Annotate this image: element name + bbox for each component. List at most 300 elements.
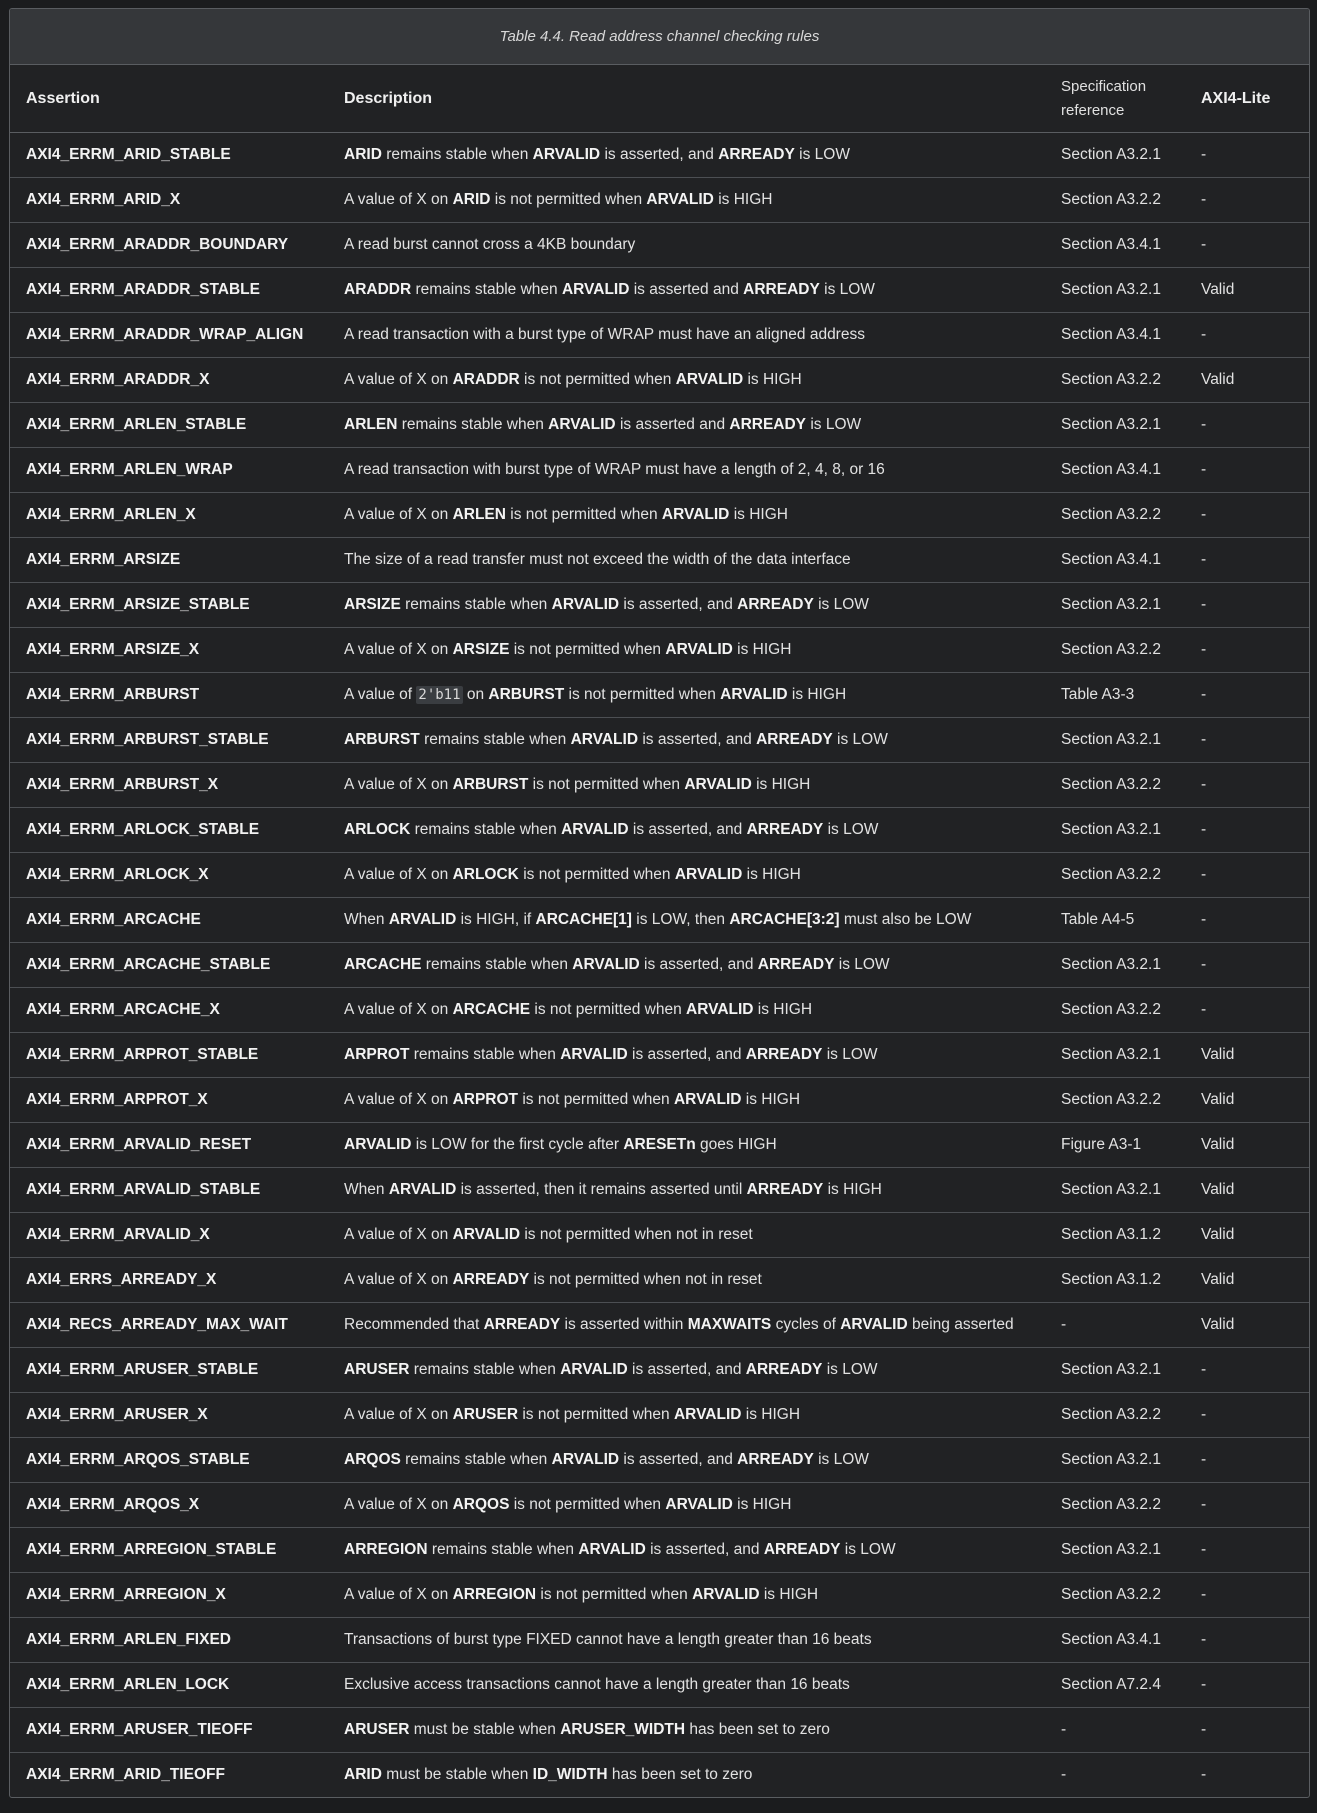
- description-cell: [326, 313, 1059, 358]
- assertion-cell: AXI4_ERRM_ARUSER_X: [10, 1393, 326, 1438]
- signal-name: ARREADY: [763, 1541, 841, 1558]
- description-text: When: [344, 1181, 389, 1198]
- table-row: [10, 1438, 1309, 1483]
- description-text: is asserted within: [560, 1316, 688, 1333]
- description-cell: [326, 1303, 1059, 1348]
- spec-reference-cell: -: [1059, 1303, 1199, 1348]
- signal-name: ARVALID: [684, 776, 752, 793]
- assertion-cell: AXI4_ERRM_ARVALID_RESET: [10, 1123, 326, 1168]
- description-cell: [326, 1618, 1059, 1663]
- table-row: [10, 1303, 1309, 1348]
- description-text: must be stable when: [409, 1721, 561, 1738]
- signal-name: ARVALID: [673, 1091, 742, 1108]
- signal-name: ARADDR: [344, 281, 412, 298]
- signal-name: ID_WIDTH: [532, 1766, 608, 1783]
- description-text: remains stable when: [410, 821, 562, 838]
- axi4-lite-cell: -: [1199, 763, 1309, 808]
- assertion-cell: AXI4_ERRM_ARLOCK_X: [10, 853, 326, 898]
- signal-name: ARVALID: [572, 956, 640, 973]
- description-text: has been set to zero: [607, 1766, 753, 1783]
- assertion-cell: AXI4_ERRM_ARSIZE: [10, 538, 326, 583]
- assertion-cell: AXI4_ERRM_ARUSER_STABLE: [10, 1348, 326, 1393]
- description-text: is asserted and: [615, 416, 730, 433]
- spec-reference-cell: Section A3.1.2: [1059, 1258, 1199, 1303]
- assertion-cell: AXI4_ERRM_ARID_X: [10, 178, 326, 223]
- signal-name: ARREADY: [746, 1181, 824, 1198]
- description-text: is HIGH: [732, 641, 792, 658]
- table-row: [10, 538, 1309, 583]
- signal-name: ARVALID: [560, 1046, 628, 1063]
- assertion-cell: AXI4_ERRM_ARLEN_STABLE: [10, 403, 326, 448]
- signal-name: ARID: [344, 1766, 382, 1783]
- axi4-lite-cell: -: [1199, 1348, 1309, 1393]
- signal-name: ARQOS: [344, 1451, 401, 1468]
- description-cell: [326, 1663, 1059, 1708]
- description-cell: [326, 763, 1059, 808]
- signal-name: ARVALID: [674, 866, 743, 883]
- description-cell: [326, 1573, 1059, 1618]
- axi4-lite-cell: Valid: [1199, 1258, 1309, 1303]
- signal-name: ARID: [344, 146, 382, 163]
- table-row: [10, 898, 1309, 943]
- axi4-lite-cell: -: [1199, 1483, 1309, 1528]
- description-text: is LOW: [822, 1361, 878, 1378]
- axi4-lite-cell: -: [1199, 583, 1309, 628]
- assertion-cell: AXI4_ERRM_ARUSER_TIEOFF: [10, 1708, 326, 1753]
- description-text: is HIGH: [753, 1001, 813, 1018]
- description-text: is HIGH: [743, 371, 802, 388]
- spec-reference-cell: Section A3.2.1: [1059, 583, 1199, 628]
- signal-name: ARLOCK: [452, 866, 519, 883]
- description-text: A value of X on: [344, 776, 453, 793]
- spec-reference-cell: Section A3.2.2: [1059, 853, 1199, 898]
- signal-name: ARADDR: [452, 371, 520, 388]
- axi4-lite-cell: -: [1199, 853, 1309, 898]
- description-text: remains stable when: [409, 1361, 561, 1378]
- spec-reference-cell: Section A3.2.2: [1059, 358, 1199, 403]
- assertion-cell: AXI4_ERRM_ARBURST_X: [10, 763, 326, 808]
- table-row: [10, 988, 1309, 1033]
- assertion-cell: AXI4_ERRM_ARPROT_STABLE: [10, 1033, 326, 1078]
- description-cell: [326, 1123, 1059, 1168]
- description-text: is asserted, and: [638, 731, 757, 748]
- signal-name: ARVALID: [561, 281, 630, 298]
- table-row: [10, 493, 1309, 538]
- description-text: Exclusive access transactions cannot have a length greater than 16 beats: [344, 1676, 850, 1693]
- description-cell: [326, 1528, 1059, 1573]
- table-row: [10, 1168, 1309, 1213]
- table-row: [10, 673, 1309, 718]
- signal-name: ARVALID: [561, 821, 629, 838]
- axi4-lite-cell: Valid: [1199, 358, 1309, 403]
- signal-name: ARREGION: [452, 1586, 537, 1603]
- description-text: is asserted, and: [600, 146, 719, 163]
- description-text: A value of X on: [344, 1226, 453, 1243]
- description-text: is asserted, and: [639, 956, 758, 973]
- assertion-cell: AXI4_ERRS_ARREADY_X: [10, 1258, 326, 1303]
- description-cell: [326, 583, 1059, 628]
- checking-rules-table: [9, 8, 1310, 1798]
- description-text: is HIGH: [787, 686, 847, 703]
- description-text: Transactions of burst type FIXED cannot have a length greater than 16 beats: [344, 1631, 872, 1648]
- signal-name: ARVALID: [673, 1406, 742, 1423]
- description-text: is asserted, and: [619, 1451, 738, 1468]
- description-text: is not permitted when: [536, 1586, 693, 1603]
- description-text: When: [344, 911, 389, 928]
- table-row: [10, 628, 1309, 673]
- description-text: is asserted, and: [627, 1046, 746, 1063]
- signal-name: ARSIZE: [344, 596, 401, 613]
- spec-reference-cell: Section A3.2.1: [1059, 1528, 1199, 1573]
- description-text: must also be LOW: [839, 911, 972, 928]
- signal-name: ARVALID: [548, 416, 616, 433]
- header-spec-reference: Specification reference: [1059, 65, 1199, 133]
- signal-name: ARLEN: [344, 416, 398, 433]
- table-row: [10, 1708, 1309, 1753]
- description-text: is LOW: [819, 281, 875, 298]
- table-row: [10, 718, 1309, 763]
- assertion-cell: AXI4_ERRM_ARCACHE_X: [10, 988, 326, 1033]
- table-header: [10, 65, 1309, 133]
- signal-name: ARREADY: [729, 416, 807, 433]
- assertion-cell: AXI4_ERRM_ARREGION_STABLE: [10, 1528, 326, 1573]
- signal-name: ARREADY: [737, 596, 814, 613]
- description-cell: [326, 988, 1059, 1033]
- assertion-cell: AXI4_ERRM_ARLOCK_STABLE: [10, 808, 326, 853]
- signal-name: ARVALID: [665, 1496, 733, 1513]
- signal-name: ARLEN: [452, 506, 506, 523]
- description-text: A value of X on: [344, 191, 453, 208]
- spec-reference-cell: Section A3.2.2: [1059, 1483, 1199, 1528]
- spec-reference-cell: Section A3.2.1: [1059, 403, 1199, 448]
- axi4-lite-cell: Valid: [1199, 1033, 1309, 1078]
- table-row: [10, 943, 1309, 988]
- signal-name: ARREADY: [756, 731, 833, 748]
- axi4-lite-cell: -: [1199, 1438, 1309, 1483]
- description-text: A read transaction with burst type of WRAP must have a length of 2, 4, 8, or 16: [344, 461, 885, 478]
- description-cell: [326, 223, 1059, 268]
- description-cell: [326, 898, 1059, 943]
- signal-name: ARREADY: [746, 821, 824, 838]
- description-text: A value of X on: [344, 1271, 453, 1288]
- spec-reference-cell: Section A3.2.2: [1059, 1393, 1199, 1438]
- spec-reference-cell: Section A3.2.1: [1059, 1033, 1199, 1078]
- table-row: [10, 1078, 1309, 1123]
- table-row: [10, 178, 1309, 223]
- axi4-lite-cell: -: [1199, 943, 1309, 988]
- description-cell: [326, 538, 1059, 583]
- axi4-lite-cell: -: [1199, 1528, 1309, 1573]
- header-row: [10, 65, 1309, 133]
- signal-name: ARCACHE: [344, 956, 422, 973]
- assertion-cell: AXI4_ERRM_ARQOS_X: [10, 1483, 326, 1528]
- description-text: is not permitted when: [530, 1001, 687, 1018]
- signal-name: ARVALID: [686, 1001, 754, 1018]
- description-text: is HIGH: [823, 1181, 882, 1198]
- signal-name: ARREADY: [483, 1316, 561, 1333]
- axi4-lite-cell: -: [1199, 1663, 1309, 1708]
- description-cell: [326, 1258, 1059, 1303]
- description-cell: [326, 1438, 1059, 1483]
- axi4-lite-cell: -: [1199, 898, 1309, 943]
- description-text: is not permitted when: [509, 1496, 666, 1513]
- axi4-lite-cell: -: [1199, 808, 1309, 853]
- description-text: must be stable when: [381, 1766, 533, 1783]
- description-text: is not permitted when: [518, 866, 675, 883]
- table-row: [10, 1483, 1309, 1528]
- axi4-lite-cell: -: [1199, 448, 1309, 493]
- assertion-cell: AXI4_ERRM_ARADDR_STABLE: [10, 268, 326, 313]
- description-text: cycles of: [771, 1316, 841, 1333]
- table-row: [10, 448, 1309, 493]
- spec-reference-cell: Section A3.4.1: [1059, 223, 1199, 268]
- description-text: is not permitted when: [509, 641, 666, 658]
- description-text: is HIGH: [751, 776, 811, 793]
- table-row: [10, 853, 1309, 898]
- description-text: is LOW: [822, 1046, 878, 1063]
- assertion-cell: AXI4_ERRM_ARSIZE_STABLE: [10, 583, 326, 628]
- description-text: Recommended that: [344, 1316, 484, 1333]
- description-text: is LOW: [813, 596, 869, 613]
- description-text: is not permitted when: [505, 506, 662, 523]
- axi4-lite-cell: -: [1199, 1708, 1309, 1753]
- description-text: remains stable when: [400, 1451, 552, 1468]
- description-text: remains stable when: [381, 146, 533, 163]
- axi4-lite-cell: -: [1199, 223, 1309, 268]
- signal-name: ARVALID: [692, 1586, 760, 1603]
- description-text: A value of X on: [344, 1406, 453, 1423]
- signal-name: ARREADY: [757, 956, 835, 973]
- spec-reference-cell: Section A3.2.1: [1059, 718, 1199, 763]
- description-text: A value of: [344, 686, 417, 703]
- spec-reference-cell: Section A3.2.2: [1059, 763, 1199, 808]
- signal-name: ARVALID: [570, 731, 639, 748]
- assertion-cell: AXI4_ERRM_ARID_STABLE: [10, 133, 326, 178]
- description-cell: [326, 403, 1059, 448]
- description-cell: [326, 178, 1059, 223]
- spec-reference-cell: Section A7.2.4: [1059, 1663, 1199, 1708]
- description-text: is HIGH: [759, 1586, 819, 1603]
- spec-reference-cell: Section A3.2.2: [1059, 1078, 1199, 1123]
- description-text: A read burst cannot cross a 4KB boundary: [344, 236, 636, 253]
- description-cell: [326, 853, 1059, 898]
- description-cell: [326, 358, 1059, 403]
- description-text: is LOW: [834, 956, 890, 973]
- spec-reference-cell: Section A3.2.2: [1059, 988, 1199, 1033]
- description-text: A value of X on: [344, 866, 453, 883]
- spec-reference-cell: -: [1059, 1708, 1199, 1753]
- description-text: is HIGH: [732, 1496, 792, 1513]
- signal-name: ARBURST: [452, 776, 529, 793]
- spec-reference-cell: Section A3.4.1: [1059, 448, 1199, 493]
- table-row: [10, 133, 1309, 178]
- description-cell: [326, 268, 1059, 313]
- signal-name: ARLOCK: [344, 821, 411, 838]
- signal-name: ARVALID: [840, 1316, 908, 1333]
- code-literal: 2'b11: [418, 687, 461, 703]
- assertion-cell: AXI4_RECS_ARREADY_MAX_WAIT: [10, 1303, 326, 1348]
- description-text: is LOW: [806, 416, 862, 433]
- spec-reference-cell: Section A3.1.2: [1059, 1213, 1199, 1258]
- axi4-lite-cell: -: [1199, 313, 1309, 358]
- signal-name: ARUSER: [344, 1721, 410, 1738]
- description-cell: [326, 1753, 1059, 1798]
- spec-reference-cell: Section A3.2.1: [1059, 268, 1199, 313]
- description-text: is HIGH, if: [456, 911, 536, 928]
- spec-reference-cell: Section A3.2.1: [1059, 133, 1199, 178]
- signal-name: ARPROT: [452, 1091, 519, 1108]
- description-text: is asserted, then it remains asserted until: [456, 1181, 747, 1198]
- description-cell: [326, 493, 1059, 538]
- axi4-lite-cell: -: [1199, 178, 1309, 223]
- signal-name: ARUSER: [344, 1361, 410, 1378]
- table-body: [10, 133, 1309, 1798]
- signal-name: ARVALID: [388, 911, 457, 928]
- spec-reference-cell: Section A3.2.1: [1059, 1438, 1199, 1483]
- description-cell: [326, 718, 1059, 763]
- spec-reference-cell: Section A3.2.2: [1059, 1573, 1199, 1618]
- description-text: A read transaction with a burst type of WRAP must have an aligned address: [344, 326, 865, 343]
- description-text: is asserted and: [629, 281, 744, 298]
- signal-name: ARREADY: [745, 1046, 823, 1063]
- description-text: remains stable when: [419, 731, 571, 748]
- assertion-cell: AXI4_ERRM_ARCACHE: [10, 898, 326, 943]
- table-row: [10, 583, 1309, 628]
- description-text: is not permitted when: [528, 776, 685, 793]
- signal-name: ARCACHE[1]: [535, 911, 632, 928]
- description-text: is not permitted when: [518, 1091, 674, 1108]
- signal-name: ARID: [452, 191, 491, 208]
- description-cell: [326, 448, 1059, 493]
- table-row: [10, 1123, 1309, 1168]
- description-cell: [326, 628, 1059, 673]
- spec-reference-cell: Section A3.2.1: [1059, 808, 1199, 853]
- axi4-lite-cell: -: [1199, 1393, 1309, 1438]
- axi4-lite-cell: Valid: [1199, 1078, 1309, 1123]
- table-row: [10, 1528, 1309, 1573]
- description-text: is LOW: [840, 1541, 896, 1558]
- description-text: being asserted: [907, 1316, 1014, 1333]
- table-row: [10, 268, 1309, 313]
- signal-name: ARVALID: [560, 1361, 628, 1378]
- description-text: is not permitted when not in reset: [520, 1226, 753, 1243]
- description-text: remains stable when: [421, 956, 573, 973]
- spec-reference-cell: Section A3.2.1: [1059, 1348, 1199, 1393]
- signal-name: ARVALID: [551, 596, 620, 613]
- description-text: goes HIGH: [695, 1136, 777, 1153]
- description-text: is HIGH: [741, 1091, 801, 1108]
- axi4-lite-cell: -: [1199, 1753, 1309, 1798]
- description-text: remains stable when: [409, 1046, 561, 1063]
- description-text: remains stable when: [397, 416, 549, 433]
- assertion-cell: AXI4_ERRM_ARADDR_WRAP_ALIGN: [10, 313, 326, 358]
- assertion-cell: AXI4_ERRM_ARVALID_X: [10, 1213, 326, 1258]
- table-row: [10, 1663, 1309, 1708]
- description-text: is asserted, and: [627, 1361, 746, 1378]
- header-axi4-lite: AXI4-Lite: [1199, 65, 1309, 133]
- axi4-lite-cell: Valid: [1199, 1168, 1309, 1213]
- description-text: is asserted, and: [619, 596, 738, 613]
- assertion-cell: AXI4_ERRM_ARQOS_STABLE: [10, 1438, 326, 1483]
- spec-reference-cell: Section A3.4.1: [1059, 1618, 1199, 1663]
- signal-name: ARUSER: [452, 1406, 519, 1423]
- signal-name: ARBURST: [344, 731, 420, 748]
- signal-name: ARREADY: [718, 146, 795, 163]
- description-text: is asserted, and: [645, 1541, 764, 1558]
- signal-name: ARVALID: [661, 506, 730, 523]
- description-text: is HIGH: [742, 866, 801, 883]
- signal-name: ARVALID: [578, 1541, 646, 1558]
- assertion-cell: AXI4_ERRM_ARLEN_WRAP: [10, 448, 326, 493]
- signal-name: ARVALID: [675, 371, 744, 388]
- header-description: Description: [326, 65, 1059, 133]
- description-text: is LOW: [823, 821, 879, 838]
- assertion-cell: AXI4_ERRM_ARID_TIEOFF: [10, 1753, 326, 1798]
- axi4-lite-cell: Valid: [1199, 268, 1309, 313]
- table-row: [10, 1573, 1309, 1618]
- assertion-cell: AXI4_ERRM_ARADDR_X: [10, 358, 326, 403]
- signal-name: ARESETn: [623, 1136, 696, 1153]
- signal-name: ARREADY: [745, 1361, 823, 1378]
- description-text: A value of X on: [344, 506, 453, 523]
- description-cell: [326, 1078, 1059, 1123]
- table-row: [10, 808, 1309, 853]
- description-text: is not permitted when: [518, 1406, 674, 1423]
- axi4-lite-cell: -: [1199, 1573, 1309, 1618]
- description-text: is not permitted when: [564, 686, 721, 703]
- description-text: is HIGH: [713, 191, 773, 208]
- spec-reference-cell: Section A3.2.1: [1059, 1168, 1199, 1213]
- table-row: [10, 763, 1309, 808]
- description-text: has been set to zero: [685, 1721, 830, 1738]
- axi4-lite-cell: -: [1199, 628, 1309, 673]
- assertion-cell: AXI4_ERRM_ARBURST_STABLE: [10, 718, 326, 763]
- axi4-lite-cell: -: [1199, 718, 1309, 763]
- signal-name: ARREADY: [452, 1271, 530, 1288]
- signal-name: ARUSER_WIDTH: [560, 1721, 686, 1738]
- signal-name: ARPROT: [344, 1046, 410, 1063]
- table-row: [10, 1393, 1309, 1438]
- description-cell: [326, 1483, 1059, 1528]
- spec-reference-cell: Table A3-3: [1059, 673, 1199, 718]
- table-row: [10, 1618, 1309, 1663]
- description-text: is not permitted when: [490, 191, 647, 208]
- axi4-lite-cell: Valid: [1199, 1123, 1309, 1168]
- description-cell: [326, 1708, 1059, 1753]
- table-row: [10, 403, 1309, 448]
- signal-name: ARREADY: [737, 1451, 814, 1468]
- description-cell: [326, 1213, 1059, 1258]
- description-text: is asserted, and: [628, 821, 747, 838]
- signal-name: ARREADY: [743, 281, 820, 298]
- description-text: is LOW: [832, 731, 888, 748]
- signal-name: ARSIZE: [452, 641, 510, 658]
- rules-table: [10, 65, 1309, 1797]
- assertion-cell: AXI4_ERRM_ARLEN_X: [10, 493, 326, 538]
- signal-name: ARVALID: [344, 1136, 412, 1153]
- description-text: remains stable when: [411, 281, 562, 298]
- description-text: A value of X on: [344, 1496, 453, 1513]
- description-text: A value of X on: [344, 641, 453, 658]
- description-cell: [326, 133, 1059, 178]
- description-text: The size of a read transfer must not exceed the width of the data interface: [344, 551, 851, 568]
- assertion-cell: AXI4_ERRM_ARSIZE_X: [10, 628, 326, 673]
- description-cell: [326, 673, 1059, 718]
- signal-name: MAXWAITS: [687, 1316, 772, 1333]
- description-text: on: [462, 686, 489, 703]
- assertion-cell: AXI4_ERRM_ARCACHE_STABLE: [10, 943, 326, 988]
- assertion-cell: AXI4_ERRM_ARLEN_LOCK: [10, 1663, 326, 1708]
